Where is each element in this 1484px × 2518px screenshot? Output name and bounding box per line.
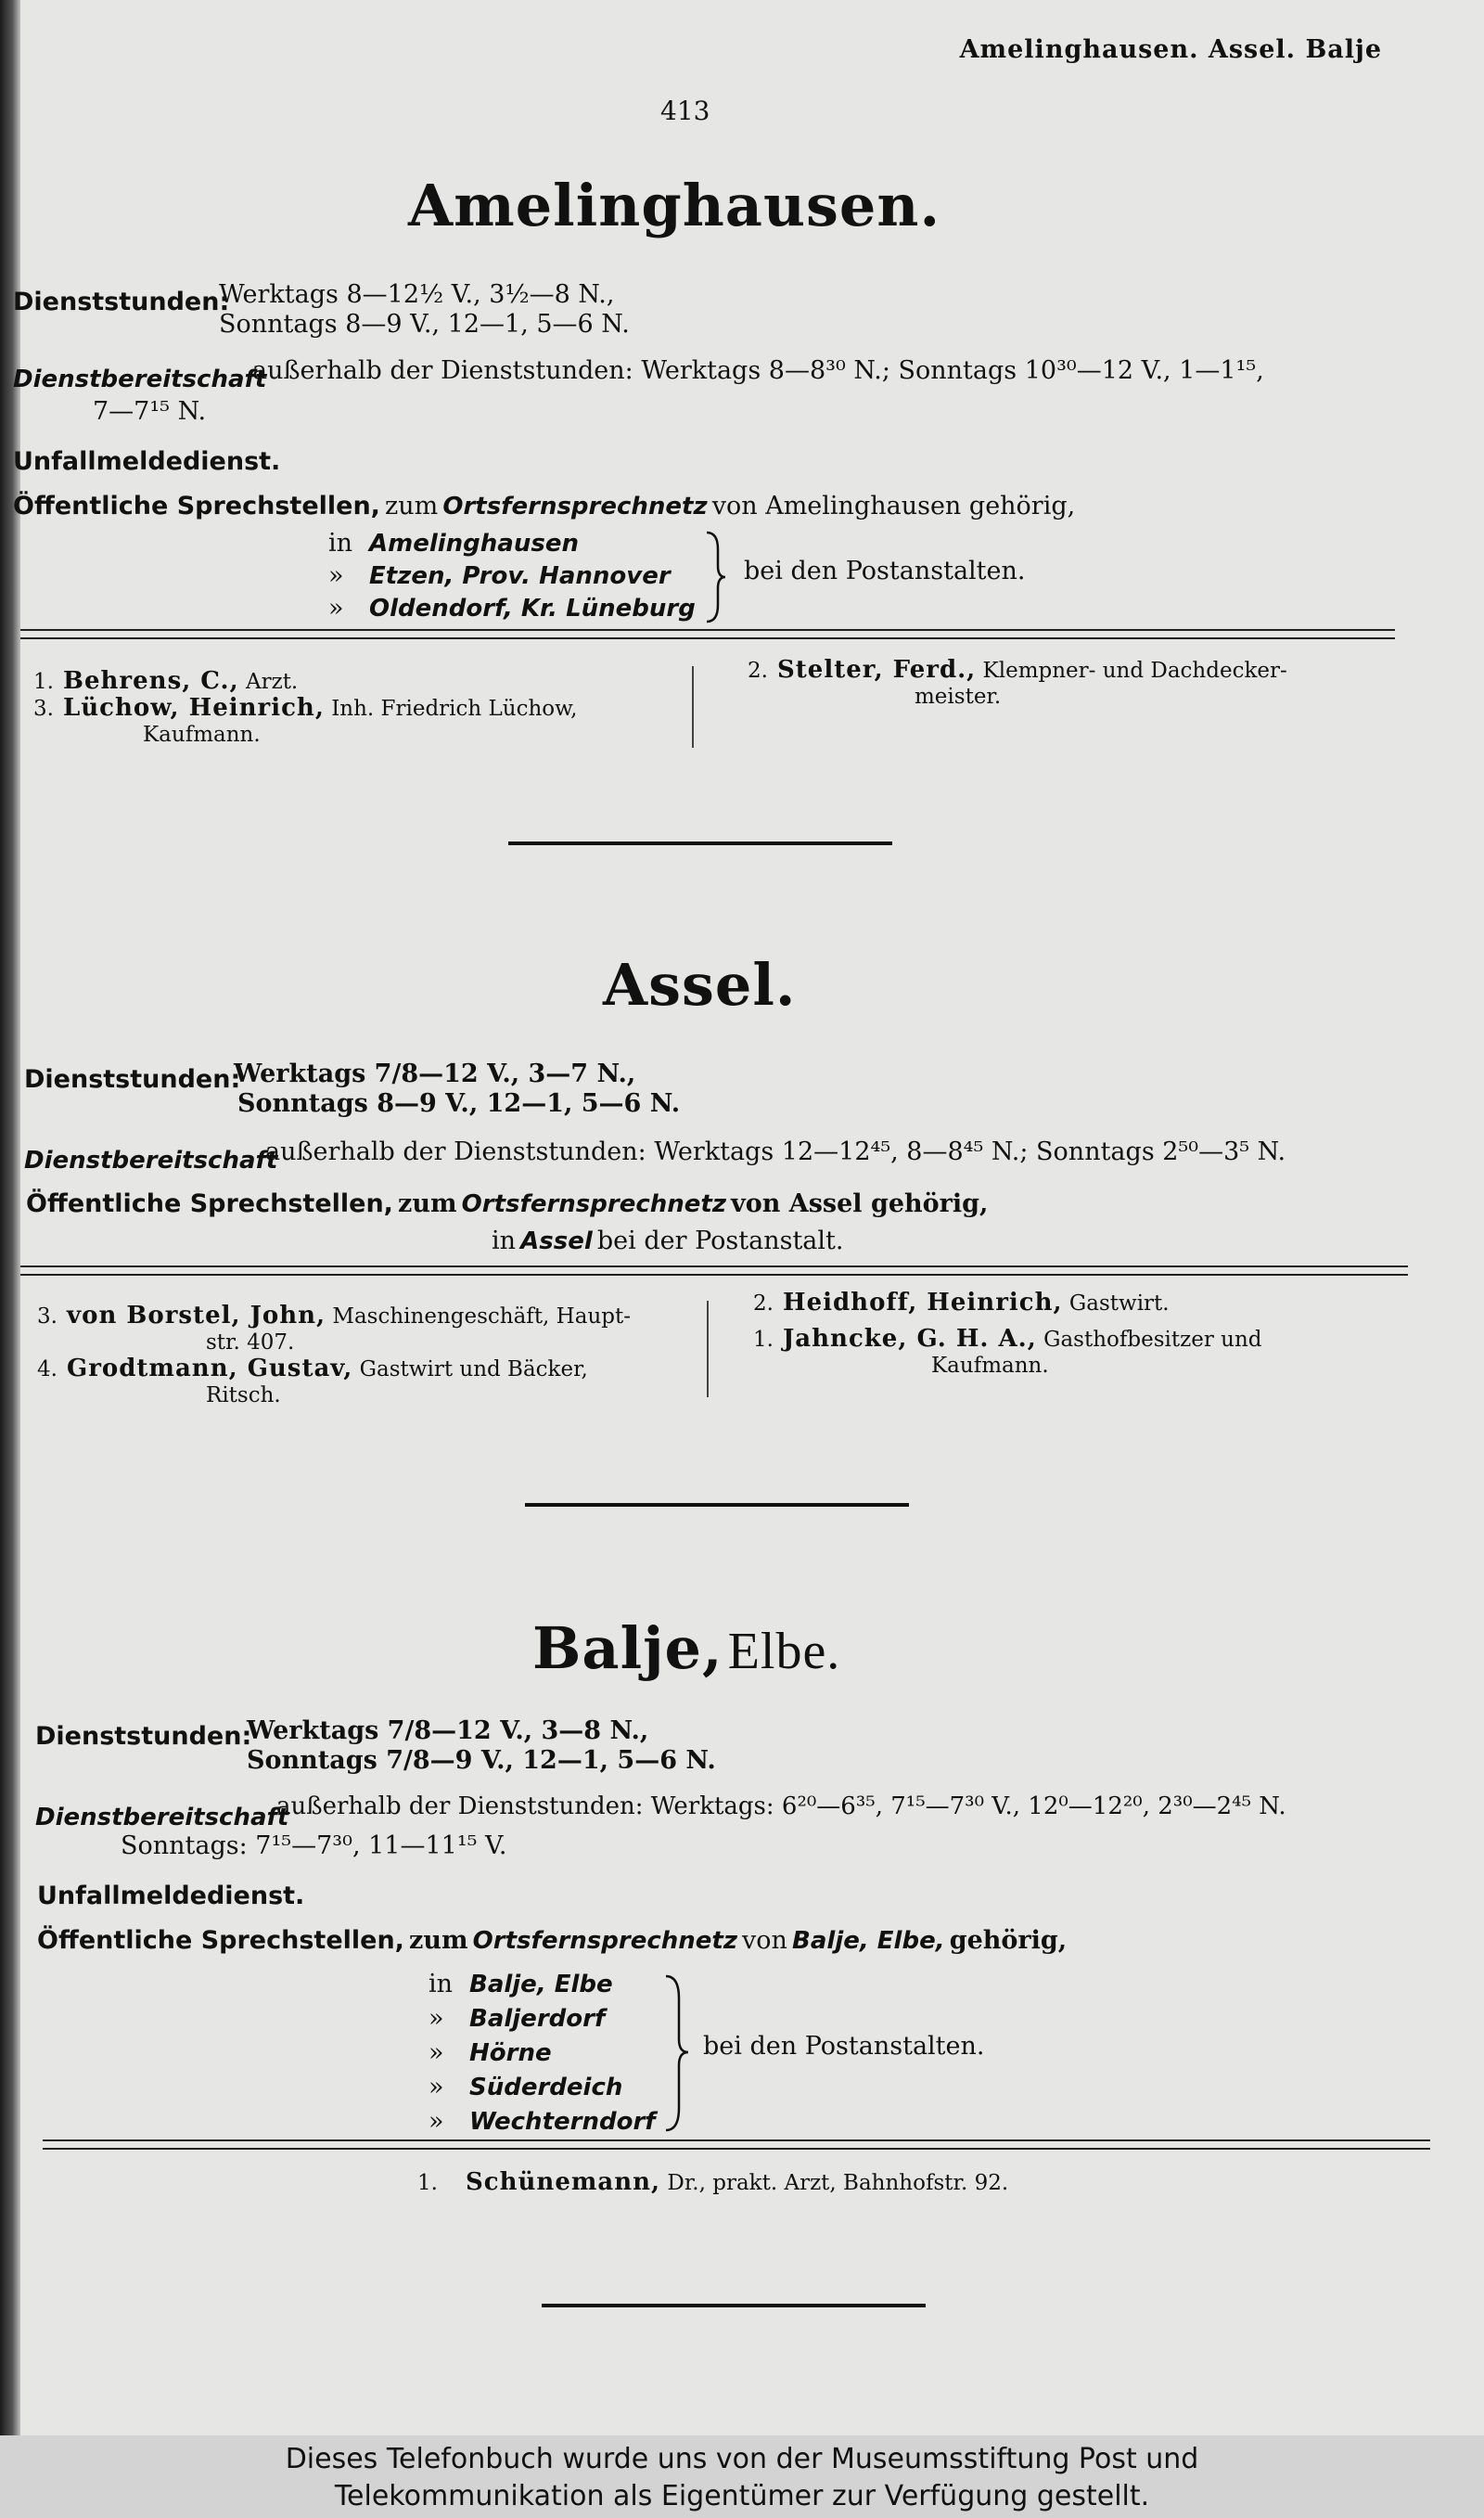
dienststunden-label: Dienststunden:: [24, 1065, 241, 1094]
list-item-continuation: Kaufmann.: [931, 1354, 1049, 1378]
sprechstellen-zum: zum: [398, 1189, 457, 1218]
place-item: » Hörne: [429, 2038, 552, 2067]
list-item: 3. Lüchow, Heinrich, Inh. Friedrich Lüchow,: [33, 694, 578, 722]
list-item: 1. Jahncke, G. H. A., Gasthofbesitzer und: [753, 1325, 1262, 1353]
sprechstellen-net: Ortsfernsprechnetz: [442, 493, 708, 520]
bereitschaft-line2: 7—7¹⁵ N.: [93, 397, 207, 426]
dienststunden-label: Dienststunden:: [13, 288, 230, 316]
footer-line: Dieses Telefonbuch wurde uns von der Museumsstiftung Post und: [285, 2443, 1199, 2475]
list-item: 4. Grodtmann, Gustav, Gastwirt und Bäcker,: [37, 1355, 588, 1382]
footer-line: Telekommunikation als Eigentümer zur Verfügung gestellt.: [334, 2480, 1150, 2512]
dienststunden-line2: Sonntags 8—9 V., 12—1, 5—6 N.: [237, 1089, 681, 1118]
sprechstellen-label: Öffentliche Sprechstellen,: [13, 492, 380, 520]
sprechstellen-tail: von Amelinghausen gehörig,: [711, 492, 1076, 520]
sprechstellen-line: [13, 492, 1075, 520]
sprechstellen-net: Ortsfernsprechnetz: [472, 1927, 737, 1955]
bereitschaft-label: Dienstbereitschaft: [13, 366, 267, 393]
dienststunden-label: Dienststunden:: [35, 1722, 252, 1751]
bereitschaft-line1: außerhalb der Dienststunden: Werktags 12—12⁴⁵, 8—8⁴⁵ N.; Sonntags 2⁵⁰—3⁵ N.: [265, 1137, 1286, 1166]
places-note: bei den Postanstalten.: [744, 557, 1026, 585]
list-item: 2. Stelter, Ferd., Klempner- und Dachdecker-: [748, 656, 1287, 684]
dienststunden-line1: Werktags 7/8—12 V., 3—7 N.,: [234, 1060, 636, 1088]
place-item: » Etzen, Prov. Hannover: [328, 561, 671, 590]
sprechstellen-zum: zum: [385, 492, 439, 520]
town-heading-assel: Assel.: [603, 951, 797, 1019]
sprechstellen-label: Öffentliche Sprechstellen,: [26, 1189, 393, 1218]
section-rule: [20, 629, 1395, 639]
section-end-rule: [525, 1503, 909, 1507]
running-head: Amelinghausen. Assel. Balje: [959, 35, 1382, 64]
place-item: in Amelinghausen: [328, 529, 579, 558]
archive-footer: [0, 2435, 1484, 2518]
place-item: » Oldendorf, Kr. Lüneburg: [328, 594, 696, 623]
list-item: 2. Heidhoff, Heinrich, Gastwirt.: [753, 1289, 1170, 1317]
section-rule: [20, 1265, 1408, 1276]
bereitschaft-line1: außerhalb der Dienststunden: Werktags: 6²⁰—6³⁵, 7¹⁵—7³⁰ V., 12⁰—12²⁰, 2³⁰—2⁴⁵ N.: [276, 1792, 1286, 1820]
section-end-rule: [542, 2304, 926, 2307]
unfallmeldedienst-label: Unfallmeldedienst.: [13, 447, 281, 476]
list-item: 1. Behrens, C., Arzt.: [33, 667, 299, 695]
list-item-continuation: Ritsch.: [206, 1383, 281, 1407]
section-rule: [43, 2139, 1430, 2150]
column-divider: [707, 1301, 709, 1397]
section-end-rule: [508, 841, 892, 845]
sprechstellen-zum: zum: [409, 1926, 468, 1955]
entries-left: [37, 1303, 705, 1408]
places-list: [429, 1969, 656, 2140]
sprechstellen-label: Öffentliche Sprechstellen,: [37, 1926, 404, 1955]
town-heading-amelinghausen: Amelinghausen.: [408, 172, 941, 239]
bereitschaft-line2: Sonntags: 7¹⁵—7³⁰, 11—11¹⁵ V.: [121, 1831, 507, 1860]
dienststunden-line2: Sonntags 7/8—9 V., 12—1, 5—6 N.: [247, 1746, 716, 1775]
dienststunden-line1: Werktags 7/8—12 V., 3—8 N.,: [247, 1716, 649, 1745]
sprechstellen-line: [26, 1189, 988, 1218]
list-item: 1. Schünemann, Dr., prakt. Arzt, Bahnhofstr. 92.: [417, 2168, 1009, 2196]
places-list: in Assel bei der Postanstalt.: [492, 1227, 844, 1255]
sprechstellen-town: Balje, Elbe,: [792, 1927, 945, 1955]
column-divider: [692, 666, 694, 748]
sprechstellen-line: [37, 1926, 1067, 1955]
list-item-continuation: str. 407.: [206, 1330, 295, 1355]
places-list: [328, 529, 696, 626]
list-item-continuation: meister.: [915, 685, 1002, 709]
unfallmeldedienst-label: Unfallmeldedienst.: [37, 1882, 305, 1910]
list-item: 3. von Borstel, John, Maschinengeschäft, Haupt-: [37, 1302, 632, 1330]
place-item: » Wechterndorf: [429, 2107, 656, 2136]
bereitschaft-label: Dienstbereitschaft: [24, 1147, 278, 1175]
dienststunden-line1: Werktags 8—12½ V., 3½—8 N.,: [219, 280, 615, 309]
places-note: bei den Postanstalten.: [703, 2032, 985, 2061]
sprechstellen-tail: gehörig,: [949, 1926, 1068, 1955]
bereitschaft-line1: außerhalb der Dienststunden: Werktags 8—8³⁰ N.; Sonntags 10³⁰—12 V., 1—1¹⁵,: [252, 356, 1264, 385]
entries-right: [753, 1290, 1421, 1379]
bereitschaft-label: Dienstbereitschaft: [35, 1804, 289, 1831]
place-item: » Baljerdorf: [429, 2004, 606, 2033]
brace-icon: [660, 1974, 692, 2132]
place-item: Assel: [520, 1227, 593, 1255]
town-heading-balje: Balje, Elbe.: [532, 1614, 841, 1682]
sprechstellen-von: von: [742, 1926, 787, 1955]
entries-right: [748, 657, 1415, 710]
sprechstellen-net: Ortsfernsprechnetz: [461, 1190, 726, 1218]
entries-left: [33, 668, 683, 748]
page-number: 413: [660, 96, 710, 126]
dienststunden-line2: Sonntags 8—9 V., 12—1, 5—6 N.: [219, 310, 630, 339]
place-item: » Süderdeich: [429, 2073, 623, 2101]
list-item-continuation: Kaufmann.: [143, 723, 261, 747]
entries-center: [417, 2169, 1008, 2196]
places-note: bei der Postanstalt.: [596, 1227, 844, 1255]
sprechstellen-tail: von Assel gehörig,: [731, 1189, 989, 1218]
brace-icon: [701, 531, 729, 623]
place-item: in Balje, Elbe: [429, 1970, 613, 1998]
